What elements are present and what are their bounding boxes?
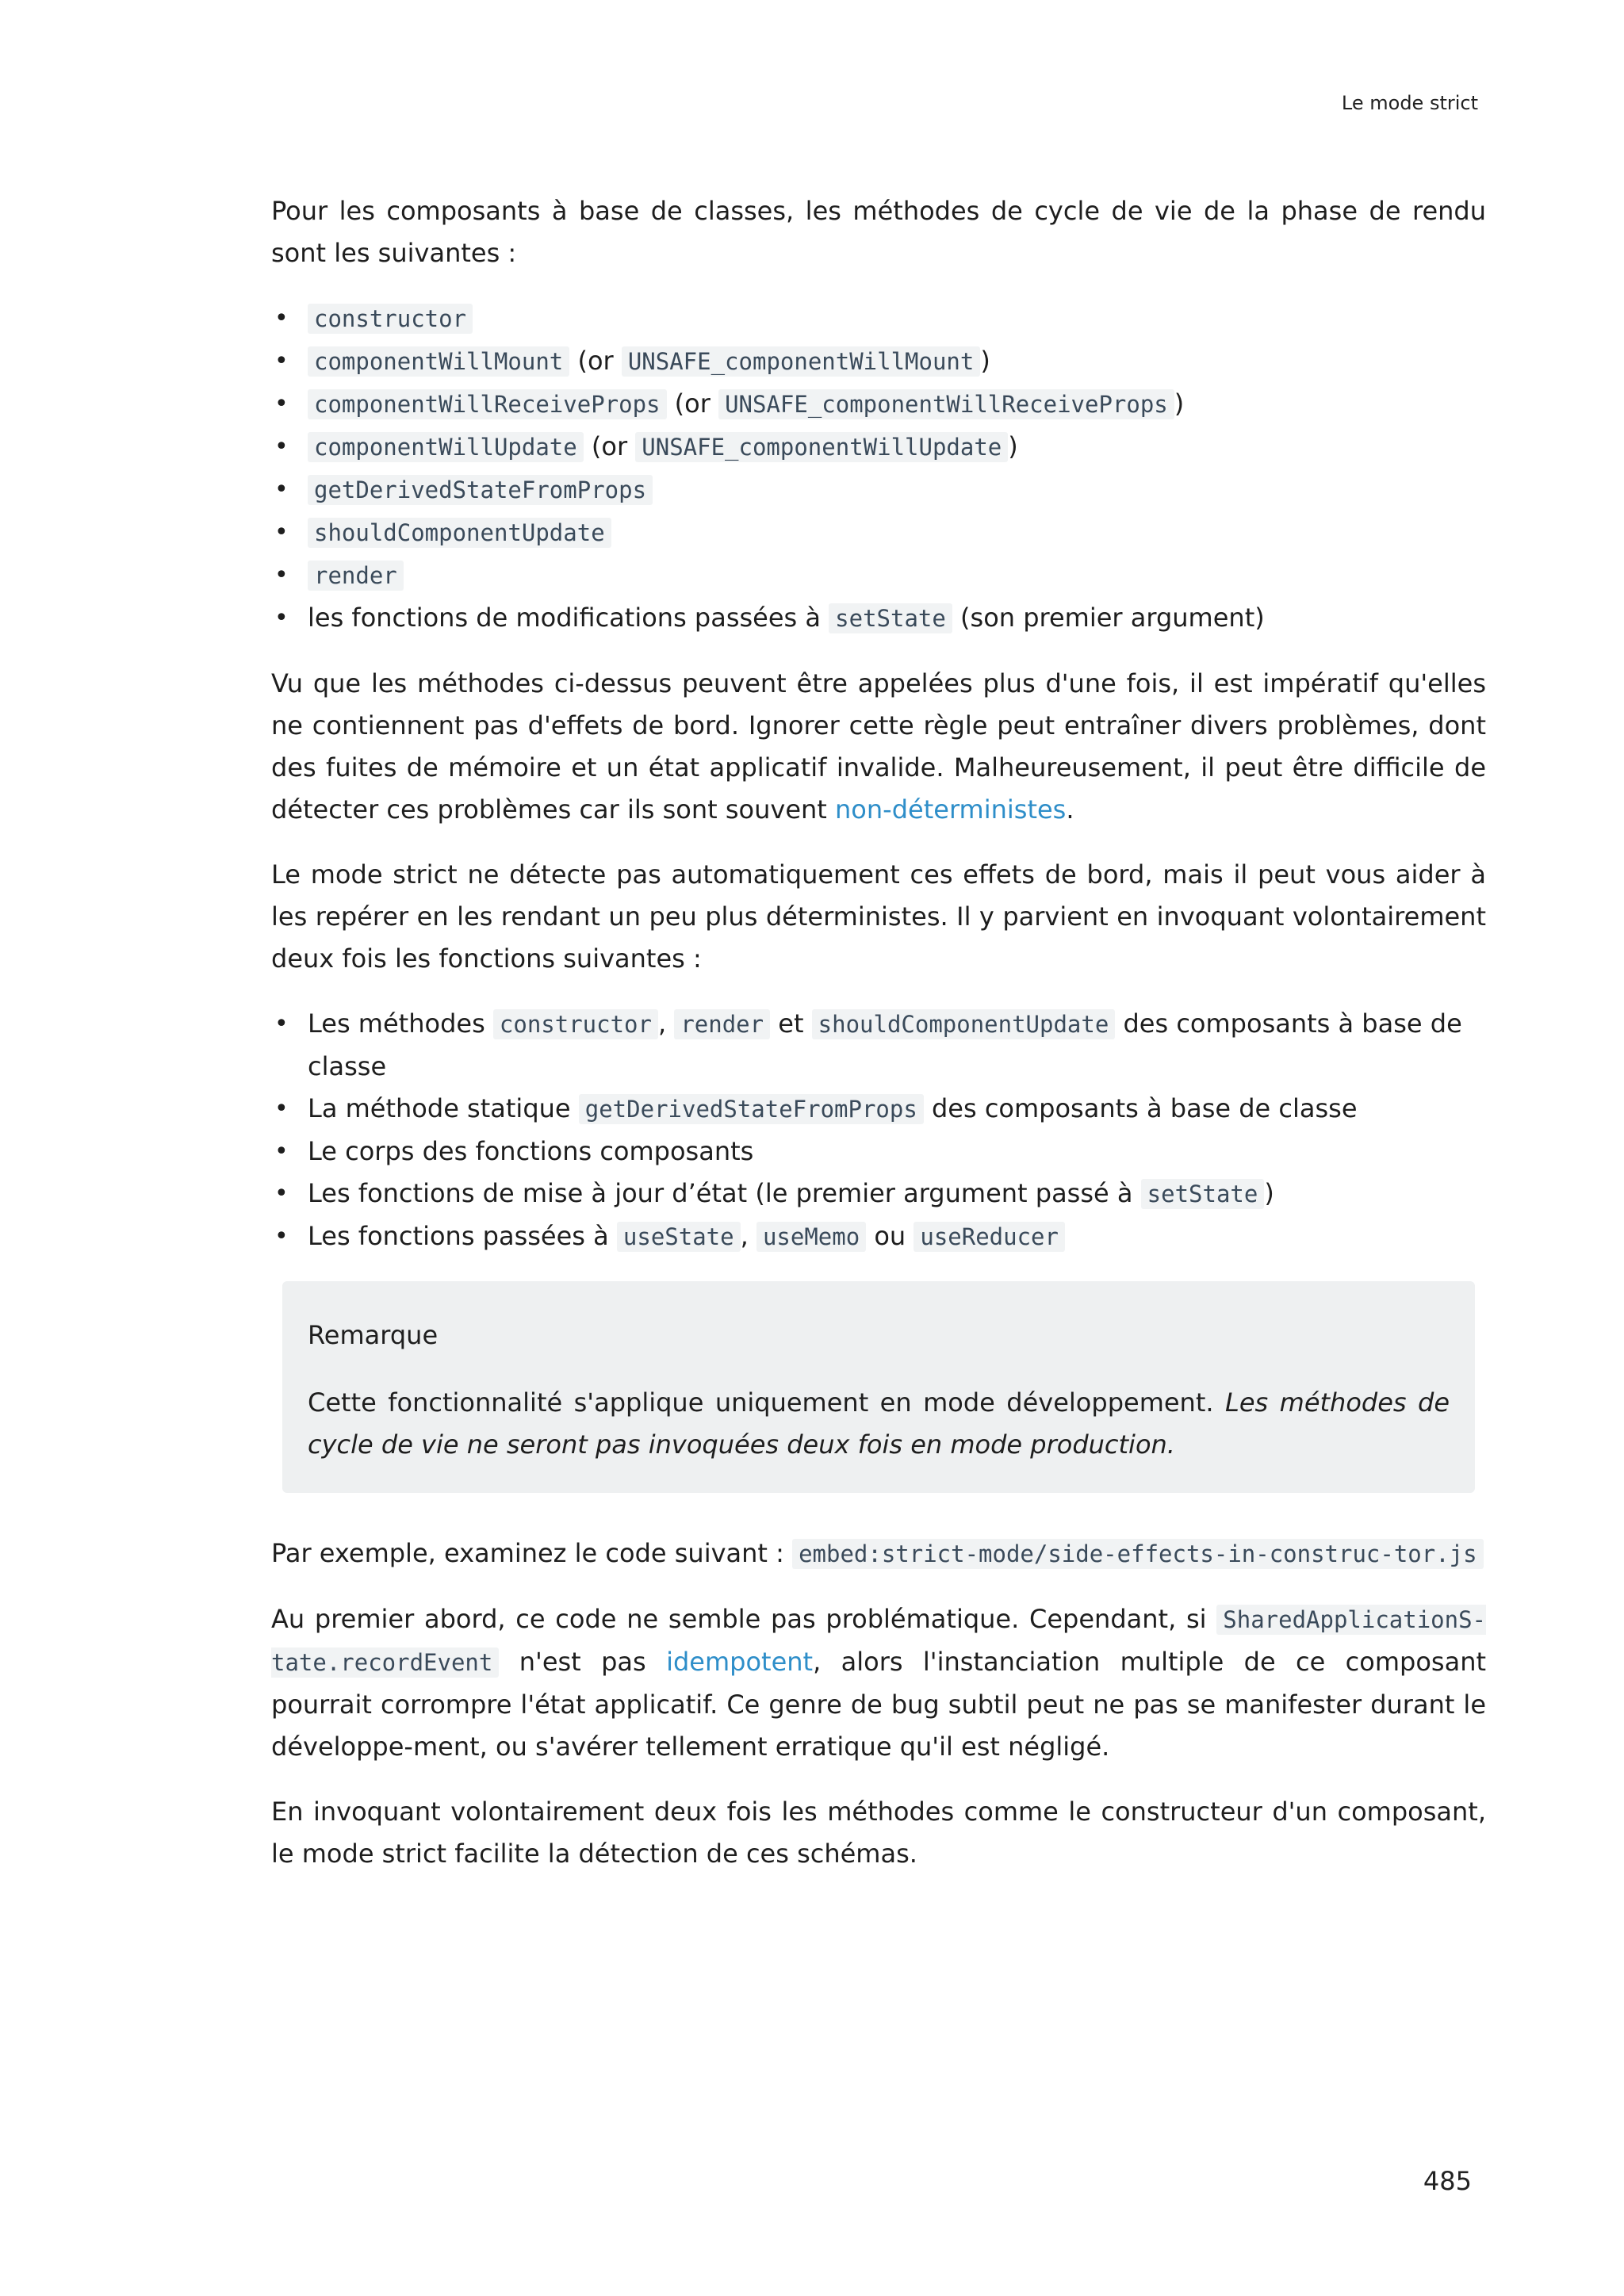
code-setstate: setState [829, 603, 952, 633]
list-item: • Le corps des fonctions composants [271, 1131, 1486, 1173]
code-getderivedstatefromprops: getDerivedStateFromProps [308, 475, 653, 505]
code-embed-path: embed:strict-mode/side-effects-in-construc-tor.js [792, 1539, 1484, 1569]
note-box [282, 1281, 1475, 1493]
paragraph-idempotent: Au premier abord, ce code ne semble pas problématique. Cependant, si SharedApplicationS-tate.recordEvent n'est pas idempotent, alors l'instanciation multiple de ce composant pourrait corrompre l'état applicatif. Ce genre de bug subtil peut ne pas se manifester durant le développe-ment, ou s'avérer tellement erratique qu'il est négligé. [271, 1604, 1487, 1762]
paragraph-strict-mode: Le mode strict ne détecte pas automatiquement ces effets de bord, mais il peut vous aider à les repérer en les rendant un peu plus déterministes. Il y parvient en invoquant volontairement deux fois les fonctions suivantes : [271, 859, 1486, 974]
list-item [271, 297, 1486, 340]
list-item [271, 511, 1486, 554]
page-content [271, 190, 1486, 1898]
render-phase-methods-list [271, 297, 1486, 640]
paragraph-intro: Pour les composants à base de classes, les méthodes de cycle de vie de la phase de rendu sont les suivantes : [271, 196, 1486, 268]
list-item: • Les méthodes constructor , render et shouldComponentUpdate des composants à base de classe [271, 1003, 1486, 1088]
running-header: Le mode strict [1341, 92, 1478, 114]
paragraph-side-effects: Vu que les méthodes ci-dessus peuvent être appelées plus d'une fois, il est impératif qu'elles ne contiennent pas d'effets de bord. Ignorer cette règle peut entraîner divers problèmes, dont des fuites de mémoire et un état applicatif invalide. Malheureusement, il peut être difficile de détecter ces problèmes car ils sont souvent non-déterministes. [271, 668, 1486, 825]
code-componentwillreceiveprops: componentWillReceiveProps [308, 389, 667, 419]
list-item [271, 469, 1486, 511]
list-item: • Les fonctions passées à useState , useMemo ou useReducer [271, 1215, 1486, 1258]
list-item: • componentWillUpdate (or UNSAFE_componentWillUpdate ) [271, 426, 1486, 469]
code-unsafe-componentwillmount: UNSAFE_componentWillMount [622, 346, 981, 377]
code-componentwillupdate: componentWillUpdate [308, 432, 584, 462]
non-deterministic-link[interactable]: non-déterministes [835, 794, 1067, 825]
list-item: • La méthode statique getDerivedStateFromProps des composants à base de classe [271, 1088, 1486, 1131]
double-invoked-functions-list [271, 1003, 1486, 1258]
code-constructor: constructor [308, 304, 473, 334]
code-render: render [308, 561, 404, 591]
list-item: • componentWillMount (or UNSAFE_componentWillMount ) [271, 340, 1486, 383]
code-componentwillmount: componentWillMount [308, 346, 569, 377]
code-getderivedstatefromprops: getDerivedStateFromProps [579, 1094, 924, 1124]
code-render: render [674, 1009, 770, 1039]
code-record-event: SharedApplicationS-tate.recordEvent [271, 1606, 1487, 1676]
code-constructor: constructor [493, 1009, 658, 1039]
code-unsafe-componentwillupdate: UNSAFE_componentWillUpdate [635, 432, 1008, 462]
paragraph-conclusion: En invoquant volontairement deux fois les méthodes comme le constructeur d'un composant, le mode strict facilite la détection de ces schémas. [271, 1797, 1486, 1869]
code-usestate: useState [617, 1222, 741, 1252]
code-shouldcomponentupdate: shouldComponentUpdate [308, 518, 611, 548]
list-item: • Les fonctions de mise à jour d’état (le premier argument passé à setState ) [271, 1173, 1486, 1215]
paragraph-example: Par exemple, examinez le code suivant : embed:strict-mode/side-effects-in-construc-tor.js [271, 1533, 1486, 1575]
note-emphasis: Les méthodes de cycle de vie ne seront pas invoquées deux fois en mode production. [308, 1387, 1450, 1460]
code-setstate: setState [1141, 1179, 1265, 1209]
list-item: • componentWillReceiveProps (or UNSAFE_componentWillReceiveProps ) [271, 383, 1486, 426]
code-unsafe-componentwillreceiveprops: UNSAFE_componentWillReceiveProps [718, 389, 1174, 419]
list-item [271, 554, 1486, 597]
code-shouldcomponentupdate: shouldComponentUpdate [812, 1009, 1116, 1039]
note-text: Cette fonctionnalité s'applique uniquement en mode développement. Les méthodes de cycle de vie ne seront pas invoquées deux fois en mode production. [308, 1387, 1450, 1460]
code-usememo: useMemo [756, 1222, 866, 1252]
list-item: • les fonctions de modifications passées à setState (son premier argument) [271, 597, 1486, 640]
page-number: 485 [1423, 2166, 1472, 2196]
code-usereducer: useReducer [914, 1222, 1065, 1252]
note-title: Remarque [308, 1320, 439, 1350]
idempotent-link[interactable]: idempotent [666, 1647, 814, 1677]
